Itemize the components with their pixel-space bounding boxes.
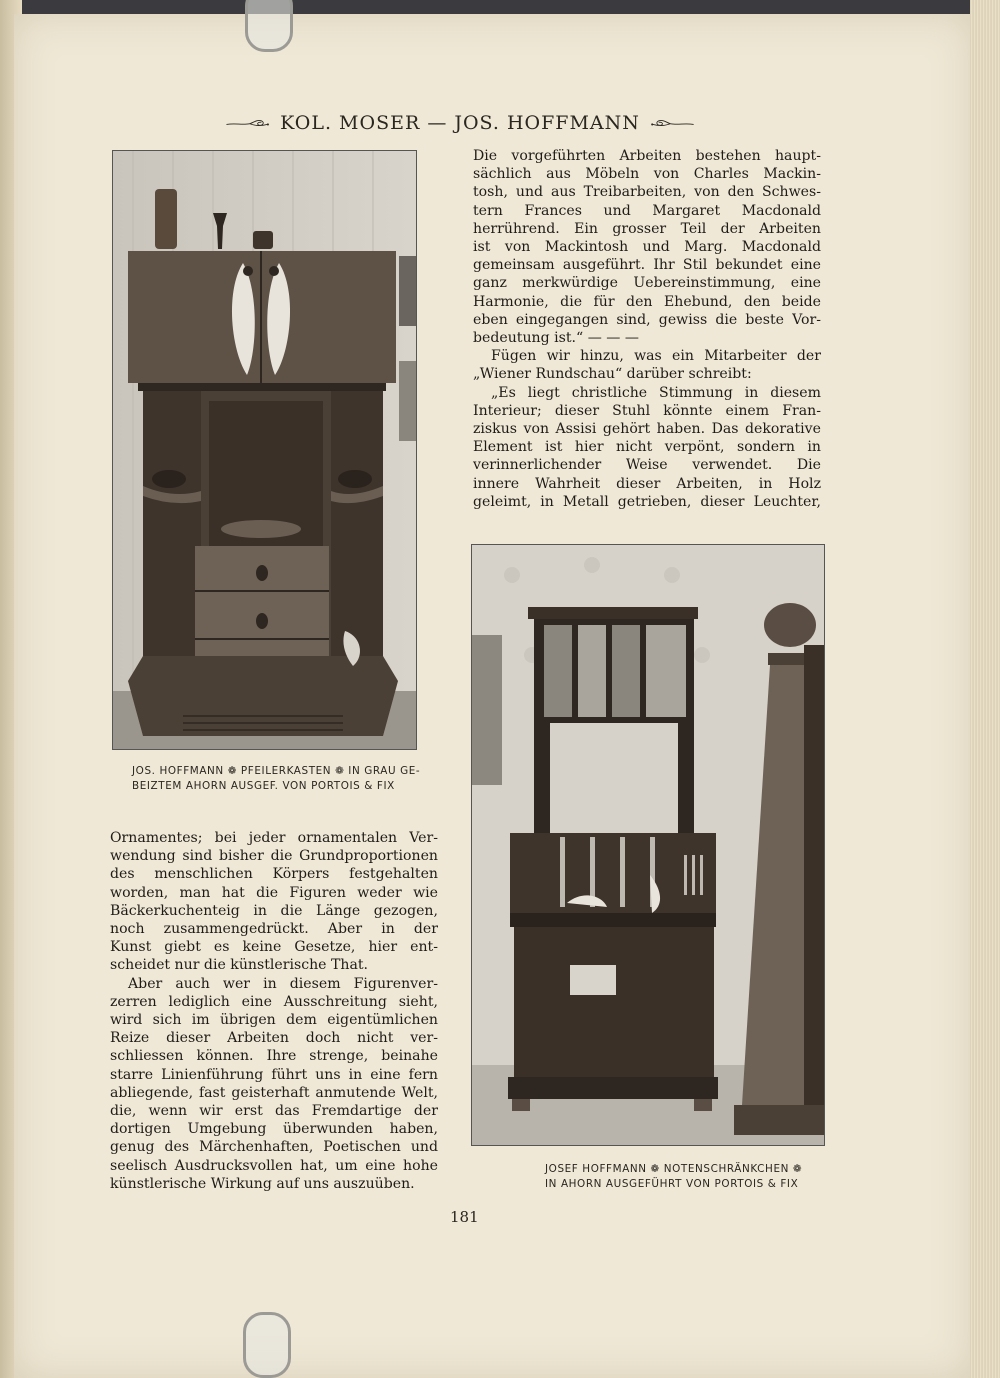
text-line: die, wenn wir erst das Fremdartige der — [110, 1103, 438, 1120]
text-line: scheidet nur die künstlerische That. — [110, 957, 369, 974]
caption-photo2-line1: JOSEF HOFFMANN ❁ NOTENSCHRÄNKCHEN ❁ — [545, 1163, 803, 1175]
page-number: 181 — [450, 1208, 479, 1226]
paragraph — [473, 147, 821, 347]
text-line: des menschlichen Körpers festgehalten — [110, 866, 438, 883]
text-line: Die vorgeführten Arbeiten bestehen haupt- — [473, 148, 821, 164]
text-line: Interieur; dieser Stuhl könnte einem Fran- — [473, 402, 821, 419]
text-line: geleimt, in Metall getrieben, dieser Leuchter, — [473, 493, 821, 510]
paragraph — [473, 384, 821, 511]
text-line: worden, man hat die Figuren weder wie — [110, 884, 438, 901]
caption-photo2-line2: IN AHORN AUSGEFÜHRT VON PORTOIS & FIX — [545, 1178, 799, 1190]
text-line: ziskus von Assisi gehört haben. Das dekorative — [473, 421, 821, 438]
text-line: Aber auch wer in diesem Figurenver- — [128, 975, 438, 992]
text-line: zerren lediglich eine Ausschreitung sieht, — [110, 993, 438, 1010]
paragraph — [110, 975, 438, 1193]
text-line: „Wiener Rundschau“ darüber schreibt: — [473, 366, 752, 383]
text-line: seelisch Ausdrucksvollen hat, um eine hohe — [110, 1157, 438, 1174]
text-line: eben eingegangen sind, gewiss die beste Vor- — [473, 311, 821, 328]
photo-notenschraenkchen — [471, 544, 825, 1146]
photo-pfeilerkasten — [112, 150, 417, 750]
text-line: herrührend. Ein grosser Teil der Arbeiten — [473, 220, 821, 237]
text-line: schliessen können. Ihre strenge, beinahe — [110, 1048, 438, 1065]
paper-clip-top — [245, 0, 293, 52]
cabinet-illustration — [113, 151, 416, 749]
caption-photo2 — [545, 1162, 802, 1192]
paper-clip-bottom — [243, 1312, 291, 1378]
paragraph — [110, 829, 438, 975]
flourish-right-icon — [650, 114, 695, 132]
text-line: Element ist hier nicht verpönt, sondern in — [473, 439, 821, 456]
text-line: sächlich aus Möbeln von Charles Mackin- — [473, 166, 821, 183]
paragraph — [473, 347, 821, 383]
text-line: Kunst giebt es keine Gesetze, hier ent- — [110, 939, 438, 956]
right-text-column — [473, 147, 821, 511]
text-line: innere Wahrheit dieser Arbeiten, in Holz — [473, 475, 821, 492]
text-line: Harmonie, die für den Ehebund, den beide — [473, 293, 821, 310]
text-line: starre Linienführung führt uns in eine fern — [110, 1066, 438, 1083]
text-line: Fügen wir hinzu, was ein Mitarbeiter der — [491, 348, 821, 365]
text-line: Reize dieser Arbeiten doch nicht ver- — [110, 1030, 438, 1047]
text-line: dortigen Umgebung überwunden haben, — [110, 1121, 438, 1138]
running-header — [225, 108, 695, 138]
text-line: gemeinsam ausgeführt. Ihr Stil bekundet eine — [473, 257, 821, 274]
text-line: „Es liegt christliche Stimmung in diesem — [491, 384, 821, 401]
text-line: ist von Mackintosh und Marg. Macdonald — [473, 239, 821, 256]
text-line: tosh, und aus Treibarbeiten, von den Schwes- — [473, 184, 821, 201]
text-line: ganz merkwürdige Uebereinstimmung, eine — [473, 275, 821, 292]
left-text-column — [110, 829, 438, 1193]
text-line: wendung sind bisher die Grundproportionen — [110, 848, 438, 865]
text-line: noch zusammengedrückt. Aber in der — [110, 921, 438, 938]
text-line: Ornamentes; bei jeder ornamentalen Ver- — [110, 830, 438, 846]
text-line: künstlerische Wirkung auf uns auszuüben. — [110, 1175, 415, 1192]
text-line: verinnerlichender Weise verwendet. Die — [473, 457, 821, 474]
text-line: abliegende, fast geisterhaft anmutende Welt, — [110, 1084, 438, 1101]
caption-photo1-line2: BEIZTEM AHORN AUSGEF. VON PORTOIS & FIX — [132, 780, 395, 792]
caption-photo1-line1: JOS. HOFFMANN ❁ PFEILERKASTEN ❁ IN GRAU GE- — [132, 765, 421, 777]
text-line: tern Frances und Margaret Macdonald — [473, 202, 821, 219]
text-line: bedeutung ist.“ — — — — [473, 330, 639, 347]
header-title: KOL. MOSER — JOS. HOFFMANN — [280, 112, 640, 134]
flourish-left-icon — [225, 114, 270, 132]
text-line: genug des Märchenhaften, Poetischen und — [110, 1139, 438, 1156]
music-cabinet-illustration — [472, 545, 824, 1145]
caption-photo1 — [132, 764, 420, 794]
text-line: Bäckerkuchenteig in die Länge gezogen, — [110, 902, 438, 919]
text-line: wird sich im übrigen dem eigentümlichen — [110, 1012, 438, 1029]
page-edges — [970, 0, 1000, 1378]
